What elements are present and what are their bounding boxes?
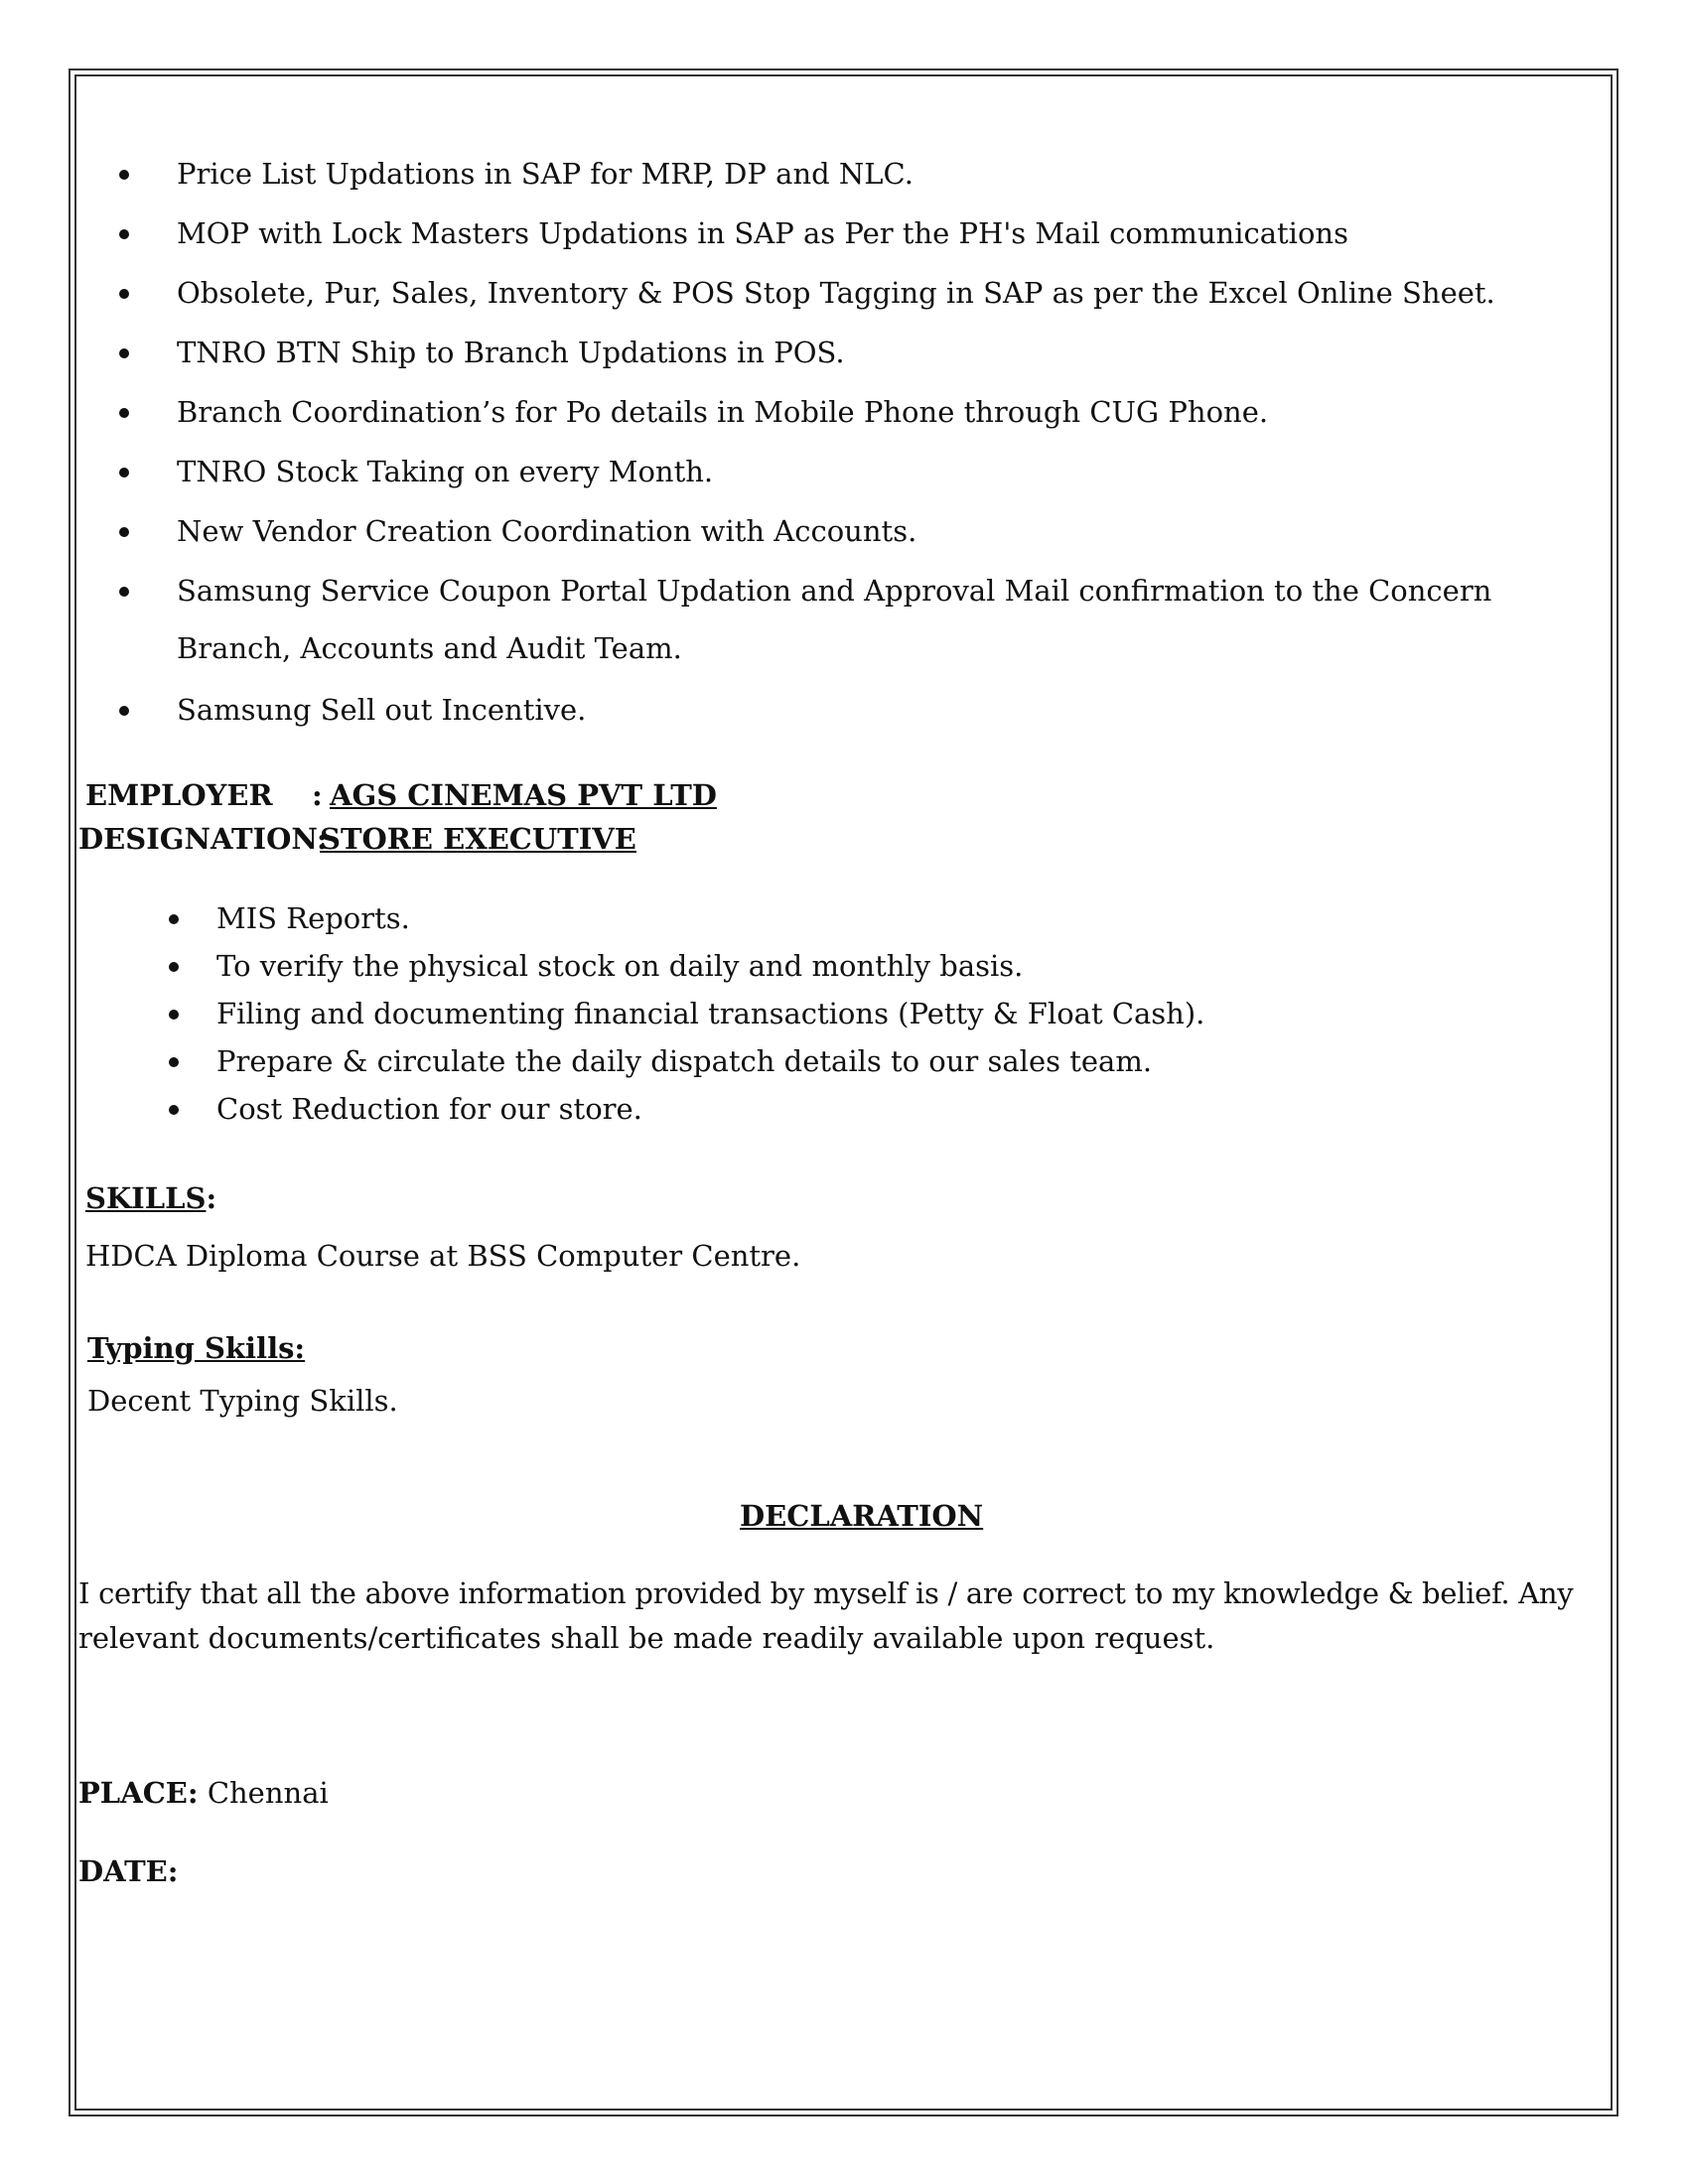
bullet-icon bbox=[169, 962, 179, 972]
bullet-icon bbox=[169, 1105, 179, 1115]
bullet-icon bbox=[119, 706, 129, 716]
designation-label: DESIGNATION: bbox=[78, 822, 328, 856]
date-label: DATE: bbox=[78, 1854, 179, 1888]
list-item: Samsung Service Coupon Portal Updation and Approval Mail confirmation to the Concern bbox=[177, 574, 1492, 608]
list-item: Prepare & circulate the daily dispatch details to our sales team. bbox=[216, 1044, 1153, 1078]
bullet-icon bbox=[169, 914, 179, 924]
list-item: Branch Coordination’s for Po details in Mobile Phone through CUG Phone. bbox=[177, 395, 1269, 429]
list-item: New Vendor Creation Coordination with Accounts. bbox=[177, 514, 917, 548]
place-line bbox=[78, 1775, 329, 1811]
list-item: Samsung Sell out Incentive. bbox=[177, 693, 587, 727]
skills-heading-colon: : bbox=[206, 1181, 217, 1215]
bullet-icon bbox=[169, 1010, 179, 1020]
list-item: Cost Reduction for our store. bbox=[216, 1092, 642, 1126]
designation-value: STORE EXECUTIVE bbox=[320, 822, 636, 856]
bullet-icon bbox=[119, 527, 129, 537]
place-label: PLACE: bbox=[78, 1776, 199, 1810]
list-item: Filing and documenting financial transactions (Petty & Float Cash). bbox=[216, 997, 1205, 1030]
employer-label: EMPLOYER bbox=[85, 778, 273, 812]
list-item: Obsolete, Pur, Sales, Inventory & POS Stop Tagging in SAP as per the Excel Online Sheet. bbox=[177, 276, 1495, 310]
bullet-icon bbox=[119, 587, 129, 597]
typing-skills-text: Decent Typing Skills. bbox=[87, 1384, 398, 1418]
declaration-line-2: relevant documents/certificates shall be made readily available upon request. bbox=[78, 1621, 1215, 1655]
list-item: To verify the physical stock on daily and monthly basis. bbox=[216, 949, 1024, 983]
employer-colon: : bbox=[312, 778, 323, 812]
bullet-icon bbox=[119, 170, 129, 180]
list-item: MIS Reports. bbox=[216, 901, 410, 935]
bullet-icon bbox=[169, 1057, 179, 1067]
list-item: MOP with Lock Masters Updations in SAP as Per the PH's Mail communications bbox=[177, 216, 1348, 250]
declaration-heading: DECLARATION bbox=[740, 1499, 984, 1533]
bullet-icon bbox=[119, 289, 129, 299]
list-item: TNRO Stock Taking on every Month. bbox=[177, 455, 714, 488]
list-item: TNRO BTN Ship to Branch Updations in POS. bbox=[177, 336, 845, 369]
list-item: Price List Updations in SAP for MRP, DP and NLC. bbox=[177, 157, 914, 191]
skills-heading bbox=[85, 1180, 216, 1216]
declaration-line-1: I certify that all the above information provided by myself is / are correct to my knowledge & belief. Any bbox=[78, 1576, 1574, 1610]
skills-text: HDCA Diploma Course at BSS Computer Centre. bbox=[85, 1239, 801, 1273]
bullet-icon bbox=[119, 229, 129, 239]
bullet-icon bbox=[119, 348, 129, 358]
place-value: Chennai bbox=[207, 1776, 329, 1810]
bullet-icon bbox=[119, 468, 129, 478]
skills-heading-text: SKILLS bbox=[85, 1181, 207, 1215]
list-item-continuation: Branch, Accounts and Audit Team. bbox=[177, 631, 682, 665]
bullet-icon bbox=[119, 408, 129, 418]
employer-value: AGS CINEMAS PVT LTD bbox=[330, 778, 717, 812]
typing-skills-heading: Typing Skills: bbox=[87, 1331, 306, 1365]
